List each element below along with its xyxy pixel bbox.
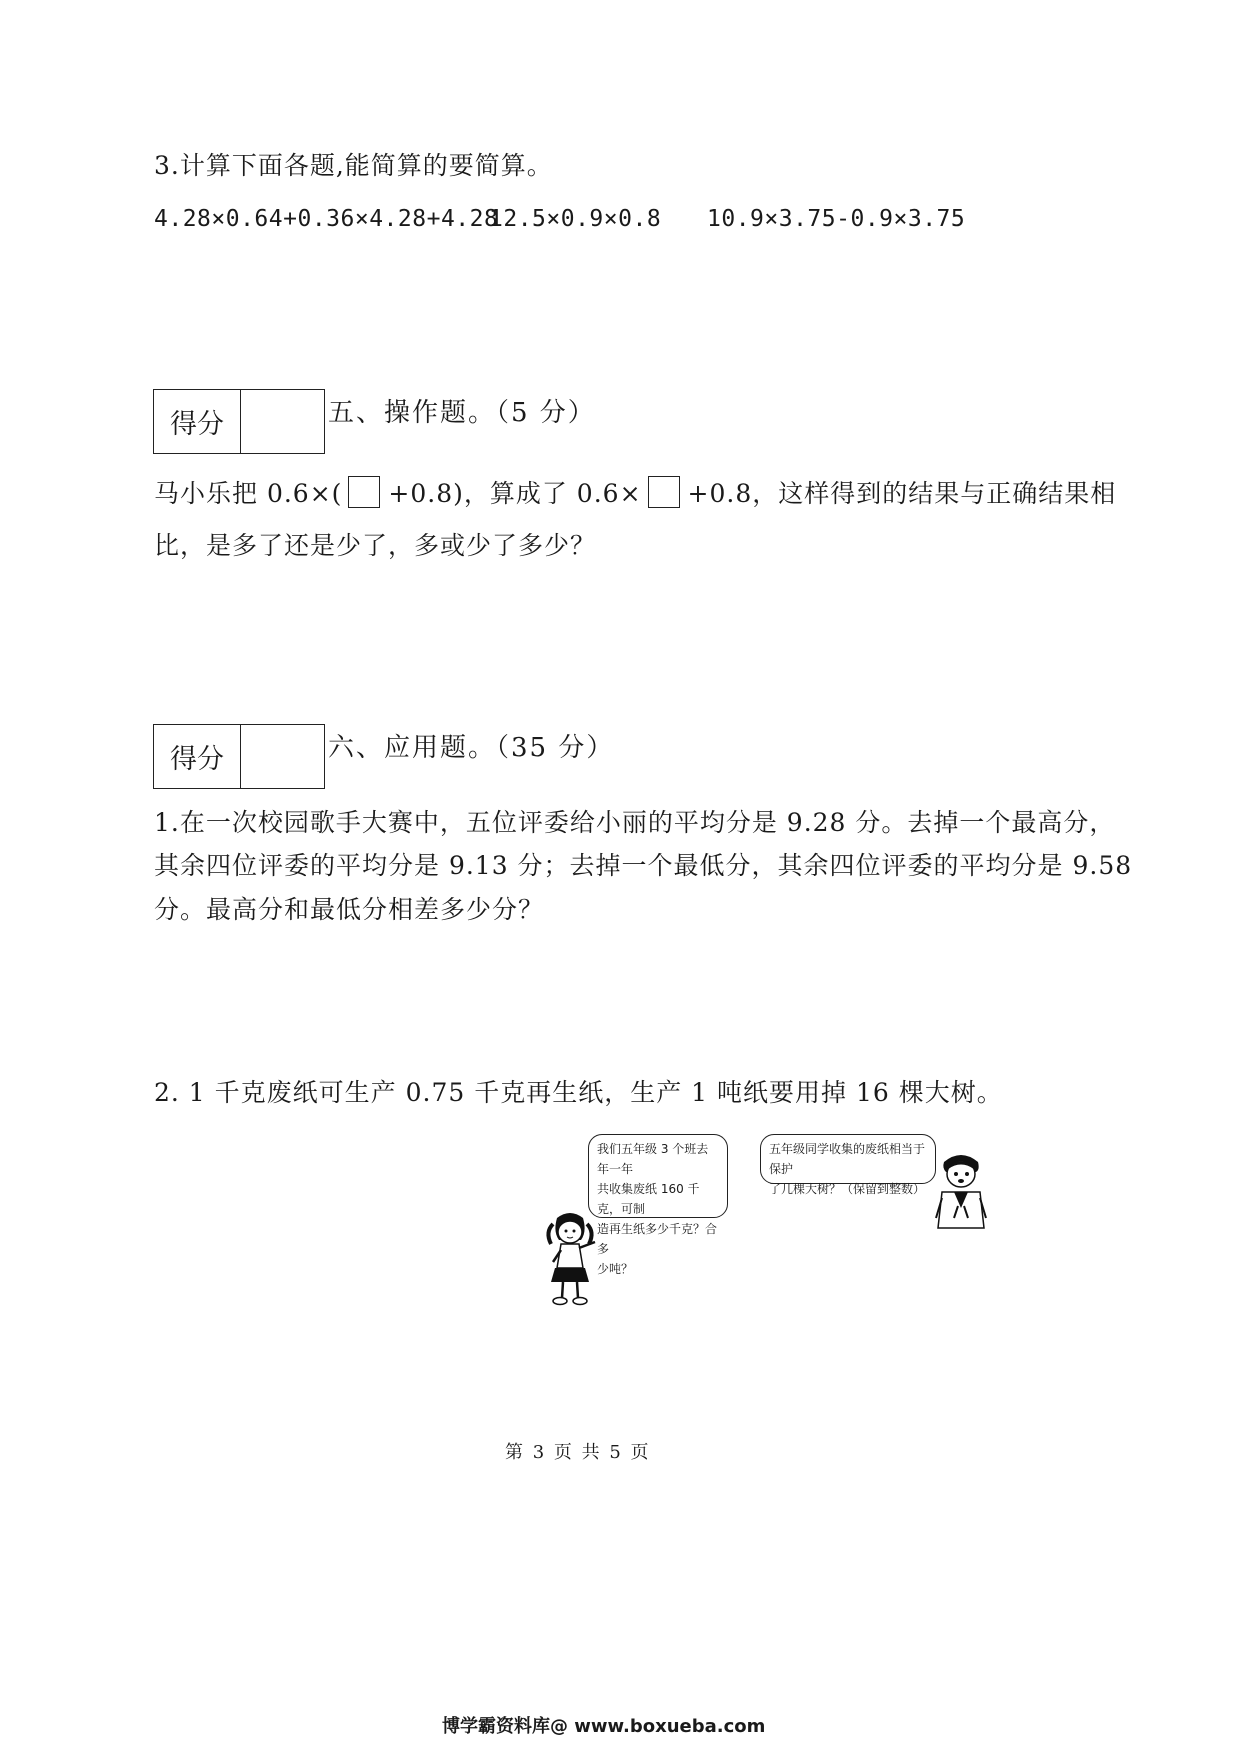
question-1-line-2: 其余四位评委的平均分是 9.13 分；去掉一个最低分，其余四位评委的平均分是 9.58 bbox=[154, 851, 1133, 880]
section-5-line-2: 比，是多了还是少了，多或少了多少？ bbox=[154, 531, 597, 560]
score-box-section-5 bbox=[153, 389, 325, 454]
score-input-cell[interactable] bbox=[241, 725, 324, 788]
bubble-girl-line: 少吨？ bbox=[597, 1262, 634, 1276]
score-input-cell[interactable] bbox=[241, 390, 324, 453]
bubble-girl-line: 共收集废纸 160 千克，可制 bbox=[597, 1182, 700, 1216]
blank-box bbox=[348, 476, 380, 508]
section-5-title: 五、操作题。（5 分） bbox=[328, 398, 596, 428]
girl-illustration bbox=[535, 1210, 605, 1310]
page-number: 第 3 页 共 5 页 bbox=[505, 1442, 651, 1463]
question-1-line-3: 分。最高分和最低分相差多少分？ bbox=[154, 895, 545, 924]
score-label: 得分 bbox=[154, 390, 241, 453]
score-label: 得分 bbox=[154, 725, 241, 788]
section-5-line-1-part-b: +0.8)，算成了 0.6× bbox=[388, 479, 642, 508]
bubble-girl-line: 我们五年级 3 个班去年一年 bbox=[597, 1142, 709, 1176]
speech-bubble-girl bbox=[588, 1134, 728, 1276]
section-6-title: 六、应用题。（35 分） bbox=[328, 733, 615, 763]
blank-box bbox=[648, 476, 680, 508]
bubble-boy-line: 五年级同学收集的废纸相当于保护 bbox=[769, 1142, 926, 1176]
section-5-line-1 bbox=[154, 474, 1116, 510]
bubble-boy-line: 了几棵大树？（保留到整数） bbox=[769, 1182, 926, 1196]
section-5-line-1-part-a: 马小乐把 0.6×( bbox=[154, 479, 343, 508]
source-watermark: 博学霸资料库@ www.boxueba.com bbox=[442, 1716, 766, 1737]
score-box-section-6 bbox=[153, 724, 325, 789]
section-5-line-1-part-c: +0.8，这样得到的结果与正确结果相 bbox=[687, 479, 1117, 508]
boy-illustration bbox=[930, 1148, 992, 1236]
expression-3: 10.9×3.75-0.9×3.75 bbox=[707, 206, 966, 232]
question-3-title: 3.计算下面各题,能简算的要简算。 bbox=[154, 151, 553, 180]
expression-2: 12.5×0.9×0.8 bbox=[489, 206, 662, 232]
bubble-girl-line: 造再生纸多少千克？合多 bbox=[597, 1222, 718, 1256]
expression-1: 4.28×0.64+0.36×4.28+4.28 bbox=[154, 206, 499, 232]
speech-bubble-boy bbox=[760, 1134, 936, 1196]
question-1-line-1: 1.在一次校园歌手大赛中，五位评委给小丽的平均分是 9.28 分。去掉一个最高分， bbox=[154, 808, 1116, 837]
question-2-line: 2. 1 千克废纸可生产 0.75 千克再生纸，生产 1 吨纸要用掉 16 棵大树。 bbox=[154, 1078, 1003, 1107]
